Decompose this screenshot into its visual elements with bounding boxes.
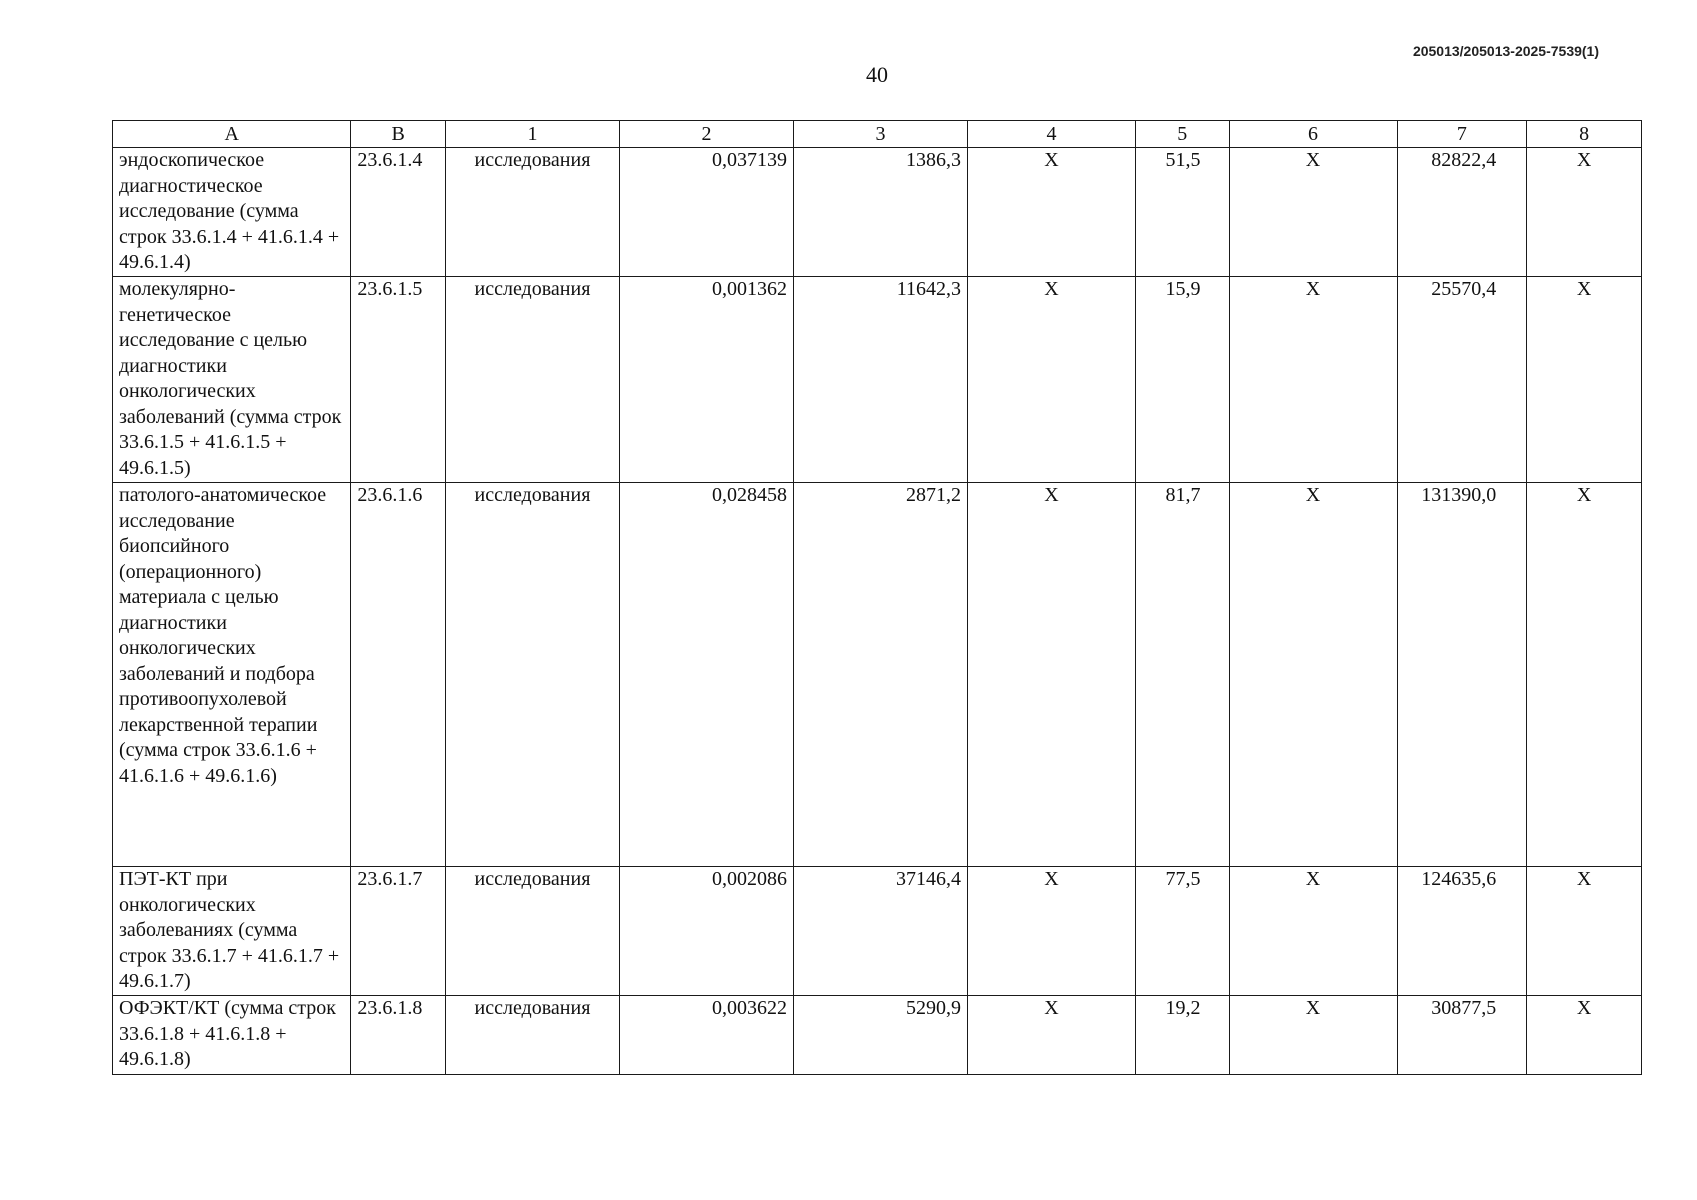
- row-col-5: 81,7: [1135, 483, 1229, 867]
- table-row: [113, 867, 1642, 996]
- header-col-3: 3: [793, 121, 967, 148]
- row-code: 23.6.1.6: [351, 483, 446, 867]
- header-col-6: 6: [1229, 121, 1397, 148]
- header-col-7: 7: [1397, 121, 1527, 148]
- row-col-8: X: [1527, 148, 1642, 277]
- row-col-7: 131390,0: [1397, 483, 1527, 867]
- row-col-7: 82822,4: [1397, 148, 1527, 277]
- header-col-1: 1: [445, 121, 619, 148]
- row-col-4: X: [967, 867, 1135, 996]
- row-col-4: X: [967, 996, 1135, 1075]
- data-table: [112, 120, 1642, 1075]
- row-col-3: 5290,9: [793, 996, 967, 1075]
- table-row: [113, 148, 1642, 277]
- row-col-2: 0,001362: [619, 277, 793, 483]
- row-name: ПЭТ-КТ при онкологических заболеваниях (сумма строк 33.6.1.7 + 41.6.1.7 + 49.6.1.7): [113, 867, 351, 996]
- row-unit: исследования: [445, 483, 619, 867]
- row-col-5: 51,5: [1135, 148, 1229, 277]
- row-col-2: 0,028458: [619, 483, 793, 867]
- row-col-6: X: [1229, 483, 1397, 867]
- row-col-6: X: [1229, 148, 1397, 277]
- row-col-4: X: [967, 483, 1135, 867]
- header-col-5: 5: [1135, 121, 1229, 148]
- row-col-7: 124635,6: [1397, 867, 1527, 996]
- row-name: патолого-анатомическое исследование биопсийного (операционного) материала с целью диагностики онкологических заболеваний и подбора противоопухолевой лекарственной терапии (сумма строк 33.6.1.6 + 41.6.1.6 + 49.6.1.6): [113, 483, 351, 867]
- row-col-5: 77,5: [1135, 867, 1229, 996]
- table-row: [113, 483, 1642, 867]
- header-col-a: А: [113, 121, 351, 148]
- row-code: 23.6.1.7: [351, 867, 446, 996]
- row-col-6: X: [1229, 277, 1397, 483]
- document-id: 205013/205013-2025-7539(1): [1412, 43, 1599, 59]
- row-col-6: X: [1229, 867, 1397, 996]
- row-col-7: 25570,4: [1397, 277, 1527, 483]
- row-col-8: X: [1527, 867, 1642, 996]
- row-col-7: 30877,5: [1397, 996, 1527, 1075]
- header-col-2: 2: [619, 121, 793, 148]
- table-row: [113, 996, 1642, 1075]
- page-number: 40: [866, 62, 888, 87]
- header-row: [113, 121, 1642, 148]
- row-code: 23.6.1.5: [351, 277, 446, 483]
- row-col-3: 37146,4: [793, 867, 967, 996]
- row-col-6: X: [1229, 996, 1397, 1075]
- row-code: 23.6.1.4: [351, 148, 446, 277]
- row-col-2: 0,003622: [619, 996, 793, 1075]
- row-name: молекулярно-генетическое исследование с целью диагностики онкологических заболеваний (сумма строк 33.6.1.5 + 41.6.1.5 + 49.6.1.5): [113, 277, 351, 483]
- row-unit: исследования: [445, 148, 619, 277]
- header-col-b: В: [351, 121, 446, 148]
- row-col-4: X: [967, 148, 1135, 277]
- row-col-3: 1386,3: [793, 148, 967, 277]
- table-body: [113, 148, 1642, 1075]
- row-col-8: X: [1527, 483, 1642, 867]
- row-col-8: X: [1527, 277, 1642, 483]
- row-col-3: 11642,3: [793, 277, 967, 483]
- header-col-4: 4: [967, 121, 1135, 148]
- row-col-3: 2871,2: [793, 483, 967, 867]
- row-code: 23.6.1.8: [351, 996, 446, 1075]
- row-unit: исследования: [445, 277, 619, 483]
- row-col-5: 19,2: [1135, 996, 1229, 1075]
- row-unit: исследования: [445, 996, 619, 1075]
- row-col-4: X: [967, 277, 1135, 483]
- table-row: [113, 277, 1642, 483]
- header-col-8: 8: [1527, 121, 1642, 148]
- row-col-8: X: [1527, 996, 1642, 1075]
- row-col-2: 0,002086: [619, 867, 793, 996]
- row-unit: исследования: [445, 867, 619, 996]
- row-col-5: 15,9: [1135, 277, 1229, 483]
- row-name: ОФЭКТ/КТ (сумма строк 33.6.1.8 + 41.6.1.8 + 49.6.1.8): [113, 996, 351, 1075]
- row-name: эндоскопическое диагностическое исследование (сумма строк 33.6.1.4 + 41.6.1.4 + 49.6.1.4): [113, 148, 351, 277]
- row-col-2: 0,037139: [619, 148, 793, 277]
- table-header: [113, 121, 1642, 148]
